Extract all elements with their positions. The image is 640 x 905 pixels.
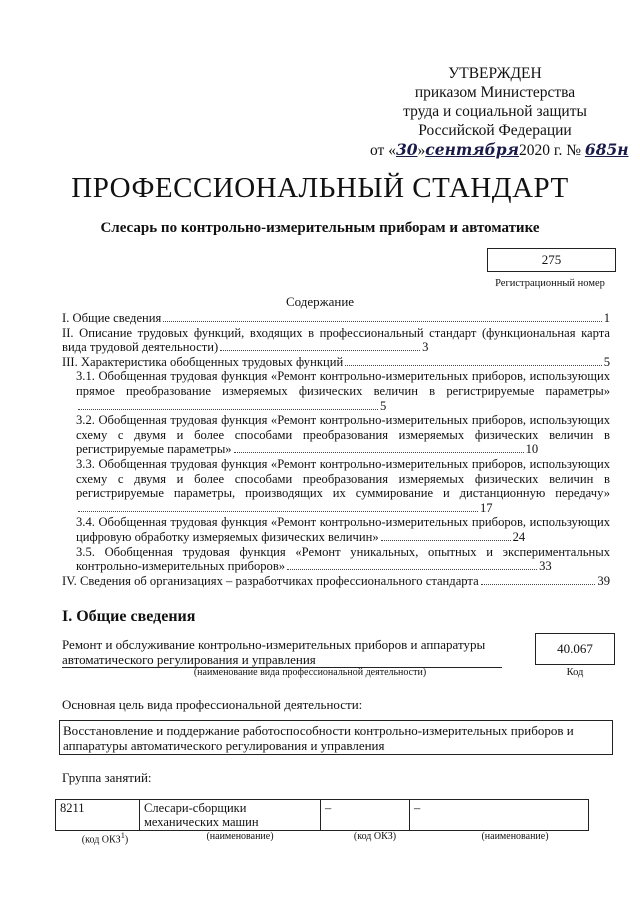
footnote-marker[interactable]: 1 bbox=[120, 831, 125, 840]
toc-item-text: 3.1. Обобщенная трудовая функция «Ремонт контрольно-измерительных приборов, использующих прямое преобразование измеряемых физических величин в регистрируемые параметры» bbox=[76, 369, 610, 398]
occupation-table bbox=[55, 799, 589, 831]
toc-item[interactable] bbox=[62, 413, 610, 457]
section-heading: I. Общие сведения bbox=[62, 608, 196, 625]
order-quote-close: » bbox=[417, 142, 426, 159]
toc-item-page: 5 bbox=[603, 354, 610, 369]
toc-leader bbox=[481, 584, 596, 585]
occupation-code-cell: 8211 bbox=[56, 800, 140, 831]
goal-label: Основная цель вида профессиональной деятельности: bbox=[62, 697, 363, 712]
order-from: от « bbox=[370, 142, 396, 159]
toc-item-text: 3.3. Обобщенная трудовая функция «Ремонт контрольно-измерительных приборов, использующих схему с двумя и более способами преобразования измеряемых физических величин в регистрируемые параметры, производящих их суммирование и дистанционную передачу» bbox=[76, 456, 610, 501]
occupation-group-label: Группа занятий: bbox=[62, 770, 152, 785]
toc-item[interactable] bbox=[62, 457, 610, 515]
activity-code-box: 40.067 bbox=[535, 633, 615, 665]
okz-code-caption bbox=[60, 831, 150, 845]
okz-code-caption-text: (код ОКЗ bbox=[81, 834, 121, 846]
table-row bbox=[56, 800, 589, 831]
registration-number-label: Регистрационный номер bbox=[495, 278, 605, 289]
activity-code-caption: Код bbox=[566, 667, 584, 678]
occupation-code-cell: – bbox=[321, 800, 410, 831]
table-of-contents bbox=[62, 311, 610, 588]
toc-item-text: 3.4. Обобщенная трудовая функция «Ремонт контрольно-измерительных приборов, использующих цифровую обработку измеряемых физических величин» bbox=[76, 515, 610, 544]
approval-line-3: Российской Федерации bbox=[418, 122, 572, 139]
activity-name: Ремонт и обслуживание контрольно-измерительных приборов и аппаратуры автоматического регулирования и управления bbox=[62, 637, 502, 668]
order-month: сентября bbox=[425, 140, 519, 159]
toc-item-text: IV. Сведения об организациях – разработчиках профессионального стандарта bbox=[62, 573, 479, 588]
document-title: ПРОФЕССИОНАЛЬНЫЙ СТАНДАРТ bbox=[71, 172, 569, 204]
occupation-name-cell: Слесари-сборщики механических машин bbox=[140, 800, 321, 831]
toc-item[interactable] bbox=[62, 515, 610, 544]
order-day: 30 bbox=[395, 140, 418, 159]
okz-code-caption: (код ОКЗ) bbox=[353, 831, 397, 842]
toc-item[interactable] bbox=[62, 369, 610, 413]
order-date-line bbox=[370, 140, 629, 160]
toc-item-page: 17 bbox=[480, 500, 493, 515]
toc-item-page: 3 bbox=[422, 340, 429, 355]
goal-text-box: Восстановление и поддержание работоспособности контрольно-измерительных приборов и аппаратуры автоматического регулирования и управления bbox=[59, 720, 613, 755]
occupation-name-caption: (наименование) bbox=[206, 831, 274, 842]
toc-item-page: 1 bbox=[603, 311, 610, 325]
toc-leader bbox=[345, 365, 602, 366]
toc-item-page: 24 bbox=[512, 529, 526, 544]
document-subtitle: Слесарь по контрольно-измерительным приборам и автоматике bbox=[100, 220, 540, 236]
toc-item[interactable] bbox=[62, 326, 610, 355]
toc-item-text: III. Характеристика обобщенных трудовых функций bbox=[62, 354, 344, 369]
toc-item[interactable] bbox=[62, 311, 610, 326]
toc-item-text: 3.5. Обобщенная трудовая функция «Ремонт уникальных, опытных и экспериментальных контрольно-измерительных приборов» bbox=[76, 544, 610, 574]
activity-name-caption: (наименование вида профессиональной деятельности) bbox=[193, 667, 427, 678]
approval-line-1: приказом Министерства bbox=[414, 84, 576, 101]
toc-item-page: 10 bbox=[525, 442, 539, 457]
toc-item-text: I. Общие сведения bbox=[62, 311, 162, 325]
registration-number-box: 275 bbox=[487, 248, 616, 272]
approved-label: УТВЕРЖДЕН bbox=[448, 65, 542, 82]
approval-block bbox=[370, 64, 629, 160]
toc-item-text: 3.2. Обобщенная трудовая функция «Ремонт контрольно-измерительных приборов, использующих схему с двумя и более способами преобразования измеряемых физических величин в регистрируемые параметры» bbox=[76, 413, 610, 457]
toc-item-page: 33 bbox=[539, 559, 552, 574]
order-number: 685н bbox=[584, 140, 629, 159]
toc-item[interactable] bbox=[62, 545, 610, 574]
toc-item[interactable] bbox=[62, 355, 610, 370]
approval-line-2: труда и социальной защиты bbox=[403, 103, 587, 120]
order-year: 2020 г. № bbox=[519, 142, 582, 159]
okz-code-caption-close: ) bbox=[124, 834, 129, 846]
occupation-name-caption: (наименование) bbox=[481, 831, 549, 842]
toc-item-page: 39 bbox=[597, 573, 610, 588]
occupation-name-cell: – bbox=[410, 800, 589, 831]
toc-title: Содержание bbox=[285, 294, 355, 309]
toc-item[interactable] bbox=[62, 574, 610, 589]
toc-item-page: 5 bbox=[380, 398, 387, 413]
toc-leader bbox=[163, 321, 601, 322]
toc-item-text: II. Описание трудовых функций, входящих в профессиональный стандарт (функциональная карта вида трудовой деятельности) bbox=[62, 325, 610, 355]
